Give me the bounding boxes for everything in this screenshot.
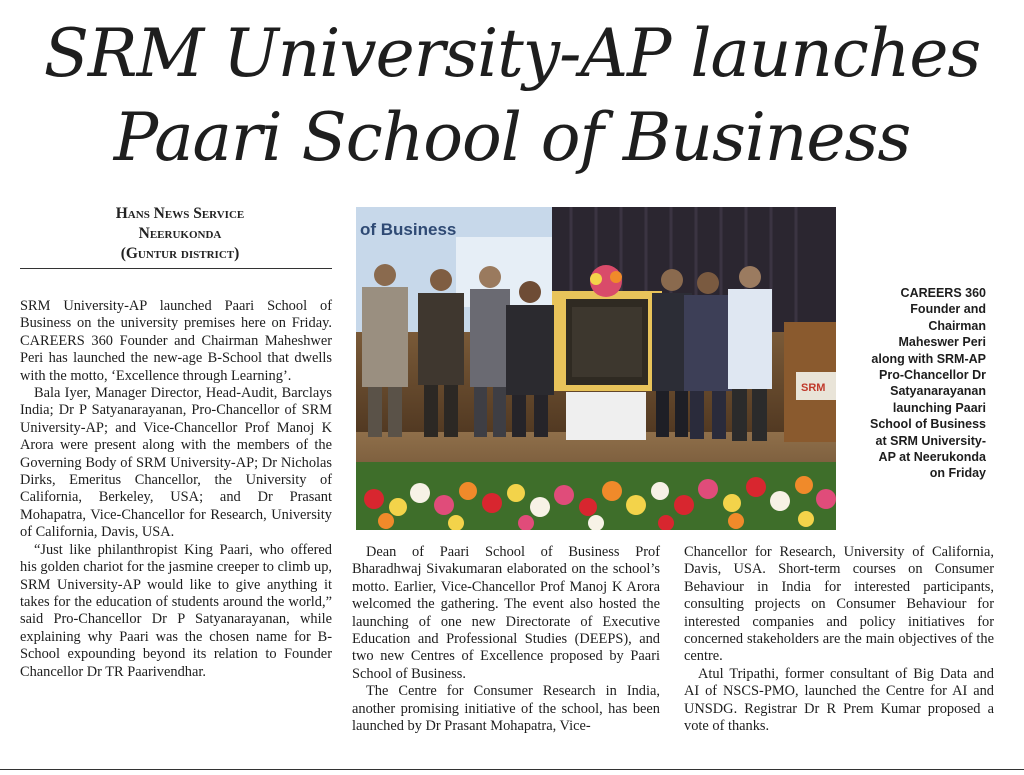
- byline: [60, 204, 300, 264]
- article-column-3: [684, 544, 994, 735]
- lectern-logo-text: SRM: [801, 382, 826, 394]
- headline-line-1: SRM University-AP launches: [43, 15, 981, 92]
- event-photo-illustration: [356, 207, 836, 530]
- news-photo: [356, 207, 836, 530]
- flower-border: [356, 462, 836, 530]
- byline-district: (Guntur district): [120, 245, 240, 262]
- caption-line: at SRM University-: [875, 433, 986, 448]
- banner-text: of Business: [360, 220, 457, 239]
- caption-line: Maheswer Peri: [898, 335, 986, 350]
- byline-rule: [20, 268, 332, 269]
- plaque-stand: [552, 265, 662, 440]
- article-paragraph: Chancellor for Research, University of California, Davis, USA. Short-term courses on Consumer Behaviour in India for interested participants, consulting projects on Consumer Behaviour for interested companies and policy initiatives for concerned stakeholders are the main objectives of the centre.: [684, 544, 994, 665]
- article-paragraph: “Just like philanthropist King Paari, who offered his golden chariot for the jasmine creeper to climb up, SRM University-AP would like to give anything it takes for the education of students around the world,” said Pro-Chancellor Dr P Satyanarayanan, while explaining why Paari was the chosen name for B-School expounding beyond its relation to Founder Chancellor Dr TR Paarivendhar.: [20, 541, 332, 680]
- caption-line: along with SRM-AP: [871, 351, 986, 366]
- article-paragraph: The Centre for Consumer Research in India, another promising initiative of the school, has been launched by Dr Prasant Mohapatra, Vice-: [352, 683, 660, 735]
- caption-line: Pro-Chancellor Dr: [879, 368, 986, 383]
- byline-agency: Hans News Service: [115, 205, 245, 222]
- article-column-2: [352, 544, 660, 735]
- article-paragraph: Bala Iyer, Manager Director, Head-Audit, Barclays India; Dr P Satyanarayanan, Pro-Chancellor of SRM University-AP; and Vice-Chancellor Prof Manoj K Arora were present along with the members of the Governing Body of SRM University-AP; Dr Nicholas Dirks, Emeritus Chancellor, the University of California, Berkeley, USA; and Dr Prasant Mohapatra, Vice-Chancellor for Research, University of California, Davis, USA.: [20, 385, 332, 541]
- caption-line: AP at Neerukonda: [878, 450, 986, 465]
- article-paragraph: SRM University-AP launched Paari School of Business on the university premises here on Friday. CAREERS 360 Founder and Chairman Maheshwer Peri has launched the new-age B-School that dwells with the motto, ‘Excellence through Learning’.: [20, 298, 332, 384]
- article-paragraph: Dean of Paari School of Business Prof Bharadhwaj Sivakumaran elaborated on the school’s motto. Earlier, Vice-Chancellor Prof Manoj K Arora welcomed the gathering. The event also hosted the launching of one new Directorate of Executive Education and Professional Studies (DEEPS), and two new Centres of Excellence proposed by Paari School of Business.: [352, 544, 660, 682]
- photo-caption: [846, 285, 986, 482]
- caption-line: Satyanarayanan: [890, 384, 986, 399]
- article-column-1: [20, 298, 332, 681]
- caption-line: Founder and: [910, 302, 986, 317]
- page-bottom-rule: [0, 769, 1024, 770]
- caption-line: on Friday: [929, 466, 986, 481]
- caption-line: launching Paari: [892, 400, 986, 415]
- caption-line: Chairman: [928, 318, 986, 333]
- caption-line: School of Business: [870, 417, 986, 432]
- byline-place: Neerukonda: [138, 225, 222, 242]
- headline-line-2: Paari School of Business: [113, 99, 911, 176]
- article-paragraph: Atul Tripathi, former consultant of Big Data and AI of NSCS-PMO, launched the Centre for AI and UNSDG. Registrar Dr R Prem Kumar proposed a vote of thanks.: [684, 665, 994, 735]
- caption-line: CAREERS 360: [900, 286, 986, 300]
